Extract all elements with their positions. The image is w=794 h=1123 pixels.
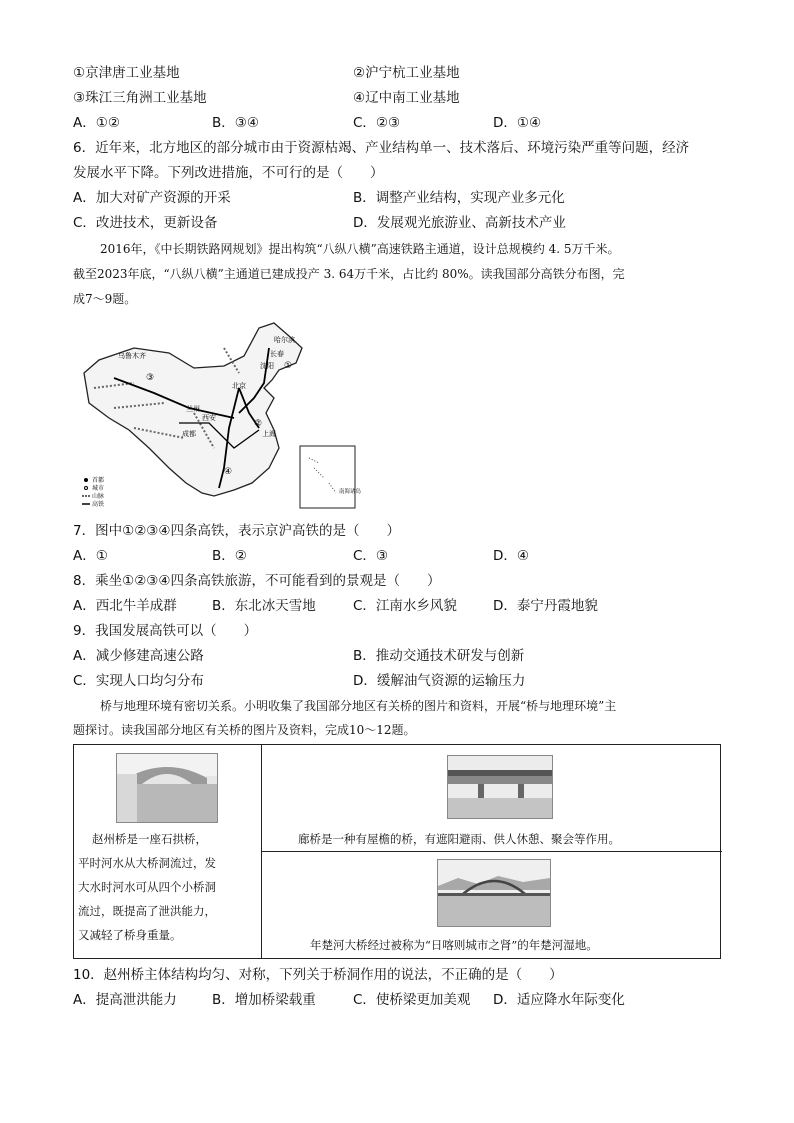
map-marker-1: ①	[284, 361, 293, 371]
passage2-line2: 题探讨。读我国部分地区有关桥的图片及资料，完成10～12题。	[73, 723, 416, 737]
passage1-line3: 成7～9题。	[73, 292, 137, 306]
map-marker-3: ③	[146, 373, 155, 383]
table-divider-horizontal	[261, 851, 722, 852]
q5-answer-b: B．③④	[212, 115, 259, 131]
map-marker-4: ④	[224, 467, 233, 477]
zhaozhou-caption-4: 流过，既提高了泄洪能力，	[78, 904, 216, 918]
q6-answer-b: B．调整产业结构，实现产业多元化	[353, 190, 565, 206]
q9-answer-a: A．减少修建高速公路	[73, 648, 204, 664]
passage2-line1: 桥与地理环境有密切关系。小明收集了我国部分地区有关桥的图片和资料，开展“桥与地理环境”主	[100, 699, 617, 713]
q10-answer-d: D．适应降水年际变化	[493, 992, 625, 1008]
map-city-changchun: 长春	[270, 350, 284, 358]
q9-answer-d: D．缓解油气资源的运输压力	[353, 673, 526, 689]
svg-text:山脉: 山脉	[92, 493, 105, 500]
q7-answer-d: D．④	[493, 548, 529, 564]
svg-text:南海诸岛: 南海诸岛	[339, 489, 362, 495]
q7-answer-c: C．③	[353, 548, 389, 564]
q5-answer-d: D．①④	[493, 115, 542, 131]
map-city-beijing: 北京	[232, 382, 246, 390]
bridge-info-table	[73, 744, 721, 959]
q5-option-1: ①京津唐工业基地	[73, 65, 180, 81]
svg-text:城市: 城市	[92, 485, 105, 492]
q10-answer-c: C．使桥梁更加美观	[353, 992, 471, 1008]
q8-answer-b: B．东北冰天雪地	[212, 598, 316, 614]
q9-stem: 9．我国发展高铁可以（ ）	[73, 623, 258, 639]
map-city-chengdu: 成都	[182, 430, 196, 438]
q10-stem: 10．赵州桥主体结构均匀、对称，下列关于桥洞作用的说法，不正确的是（ ）	[73, 967, 563, 983]
map-city-shanghai: 上海	[262, 430, 276, 438]
passage1-line2: 截至2023年底，“八纵八横”主通道已建成投产 3. 64万千米，占比约 80%。读我国部分高铁分布图，完	[73, 267, 625, 281]
svg-text:首都: 首都	[92, 477, 105, 484]
map-city-lanzhou: 兰州	[186, 405, 200, 413]
map-city-shenyang: 沈阳	[260, 362, 274, 370]
q8-stem: 8．乘坐①②③④四条高铁旅游，不可能看到的景观是（ ）	[73, 573, 441, 589]
zhaozhou-caption-2: 平时河水从大桥洞流过，发	[78, 856, 216, 870]
passage1-line1: 2016年，《中长期铁路网规划》提出构筑“八纵八横”高速铁路主通道，设计总规模约 4. 5万千米。	[100, 242, 620, 256]
langqiao-caption: 廊桥是一种有屋檐的桥，有遮阳避雨、供人休憩、聚会等作用。	[298, 832, 620, 846]
q8-answer-d: D．泰宁丹霞地貌	[493, 598, 598, 614]
langqiao-photo	[447, 755, 553, 819]
china-high-speed-rail-map	[74, 318, 362, 512]
q6-stem-line2: 发展水平下降。下列改进措施，不可行的是（ ）	[73, 165, 384, 181]
q5-option-4: ④辽中南工业基地	[353, 90, 460, 106]
q9-answer-b: B．推动交通技术研发与创新	[353, 648, 525, 664]
q7-answer-a: A．①	[73, 548, 108, 564]
q5-option-2: ②沪宁杭工业基地	[353, 65, 460, 81]
zhaozhou-bridge-photo	[116, 753, 218, 823]
zhaozhou-caption-3: 大水时河水可从四个小桥洞	[78, 880, 216, 894]
q10-answer-a: A．提高泄洪能力	[73, 992, 177, 1008]
q5-answer-a: A．①②	[73, 115, 120, 131]
map-city-harbin: 哈尔滨	[274, 336, 295, 344]
map-marker-2: ②	[254, 419, 263, 429]
south-china-sea-inset	[300, 446, 362, 508]
q5-option-3: ③珠江三角洲工业基地	[73, 90, 207, 106]
map-city-xian: 西安	[202, 414, 216, 422]
nianchuhe-caption: 年楚河大桥经过被称为“日喀则城市之肾”的年楚河湿地。	[310, 938, 598, 952]
q9-answer-c: C．实现人口均匀分布	[73, 673, 204, 689]
q10-answer-b: B．增加桥梁载重	[212, 992, 316, 1008]
q6-stem-line1: 6．近年来，北方地区的部分城市由于资源枯竭、产业结构单一、技术落后、环境污染严重等问题，经济	[73, 140, 690, 156]
zhaozhou-caption-5: 又减轻了桥身重量。	[78, 928, 182, 942]
q8-answer-a: A．西北牛羊成群	[73, 598, 177, 614]
q8-answer-c: C．江南水乡风貌	[353, 598, 457, 614]
q6-answer-a: A．加大对矿产资源的开采	[73, 190, 231, 206]
q7-stem: 7．图中①②③④四条高铁，表示京沪高铁的是（ ）	[73, 523, 400, 539]
map-legend	[82, 476, 104, 508]
map-city-urumqi: 乌鲁木齐	[118, 352, 146, 360]
q6-answer-d: D．发展观光旅游业、高新技术产业	[353, 215, 566, 231]
nianchuhe-bridge-photo	[437, 859, 551, 927]
q6-answer-c: C．改进技术，更新设备	[73, 215, 218, 231]
svg-text:高铁: 高铁	[92, 501, 105, 508]
zhaozhou-caption-1: 赵州桥是一座石拱桥，	[92, 832, 207, 846]
q5-answer-c: C．②③	[353, 115, 401, 131]
q7-answer-b: B．②	[212, 548, 247, 564]
